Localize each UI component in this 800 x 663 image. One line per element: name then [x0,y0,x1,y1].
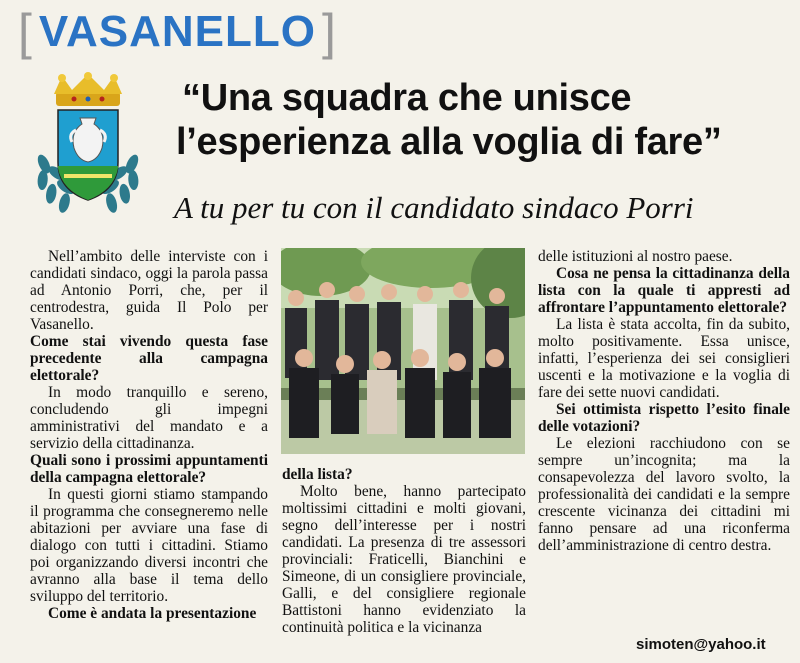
intro-paragraph: Nell’ambito delle interviste con i candidati sindaco, oggi la parola passa ad Antonio Porri, che, per il centrodestra, guida Il Polo per Vasanello. [30,248,268,333]
section-name: VASANELLO [38,7,316,56]
answer-2: In questi giorni stiamo stampando il programma che consegneremo nelle abitazioni per avviare una fase di dialogo con tutti i cittadini. Stiamo poi organizzando diversi incontri che avranno alla base il tema dello sviluppo del territorio. [30,486,268,605]
answer-4: La lista è stata accolta, fin da subito, molto positivamente. Essa unisce, infatti, l’esperienza dei sei consiglieri uscenti e la motivazione e la voglia di fare dei sette nuovi candidati. [538,316,790,401]
section-tag [18,4,337,60]
article-column-3 [538,248,790,554]
question-5: Sei ottimista rispetto l’esito finale delle votazioni? [538,401,790,435]
article-column-2 [282,466,526,636]
answer-5: Le elezioni racchiudono con se sempre un’incognita; ma la consapevolezza del lavoro svolto, la professionalità dei candidati e la sempre crescente vicinanza dei cittadini mi fanno pensare ad una riconferma dell’amministrazione di centro destra. [538,435,790,554]
question-3-start: Come è andata la presentazione [48,605,257,622]
section-bracket-open: [ [18,4,33,60]
question-4: Cosa ne pensa la cittadinanza della lista con la quale ti appresti ad affrontare l’appuntamento elettorale? [538,265,790,316]
answer-1: In modo tranquillo e sereno, concludendo gli impegni amministrativi del mandato e a servizio della cittadinanza. [30,384,268,452]
subheadline: A tu per tu con il candidato sindaco Porri [174,190,694,225]
question-2: Quali sono i prossimi appuntamenti della campagna elettorale? [30,452,268,486]
vasanello-coat-of-arms-icon [14,72,162,230]
article-column-1 [30,248,268,622]
headline-line-2: l’esperienza alla voglia di fare” [176,121,722,163]
question-1: Come stai vivendo questa fase precedente alla campagna elettorale? [30,333,268,384]
answer-3: Molto bene, hanno partecipato moltissimi cittadini e molti giovani, segno dell’interesse per i nostri candidati. La presenza di tre assessori provinciali: Fraticelli, Bianchini e Simeone, di un consigliere provinciale, Galli, e del consigliere regionale Battistoni hanno evidenziato la continuità politica e la vicinanza [282,483,526,636]
headline-line-1: “Una squadra che unisce [182,77,632,119]
question-3-end: della lista? [282,466,353,483]
section-bracket-close: ] [322,4,337,60]
headline [176,76,792,164]
answer-3-end: delle istituzioni al nostro paese. [538,248,733,265]
author-email: simoten@yahoo.it [636,636,766,653]
candidates-group-photo [281,248,525,454]
